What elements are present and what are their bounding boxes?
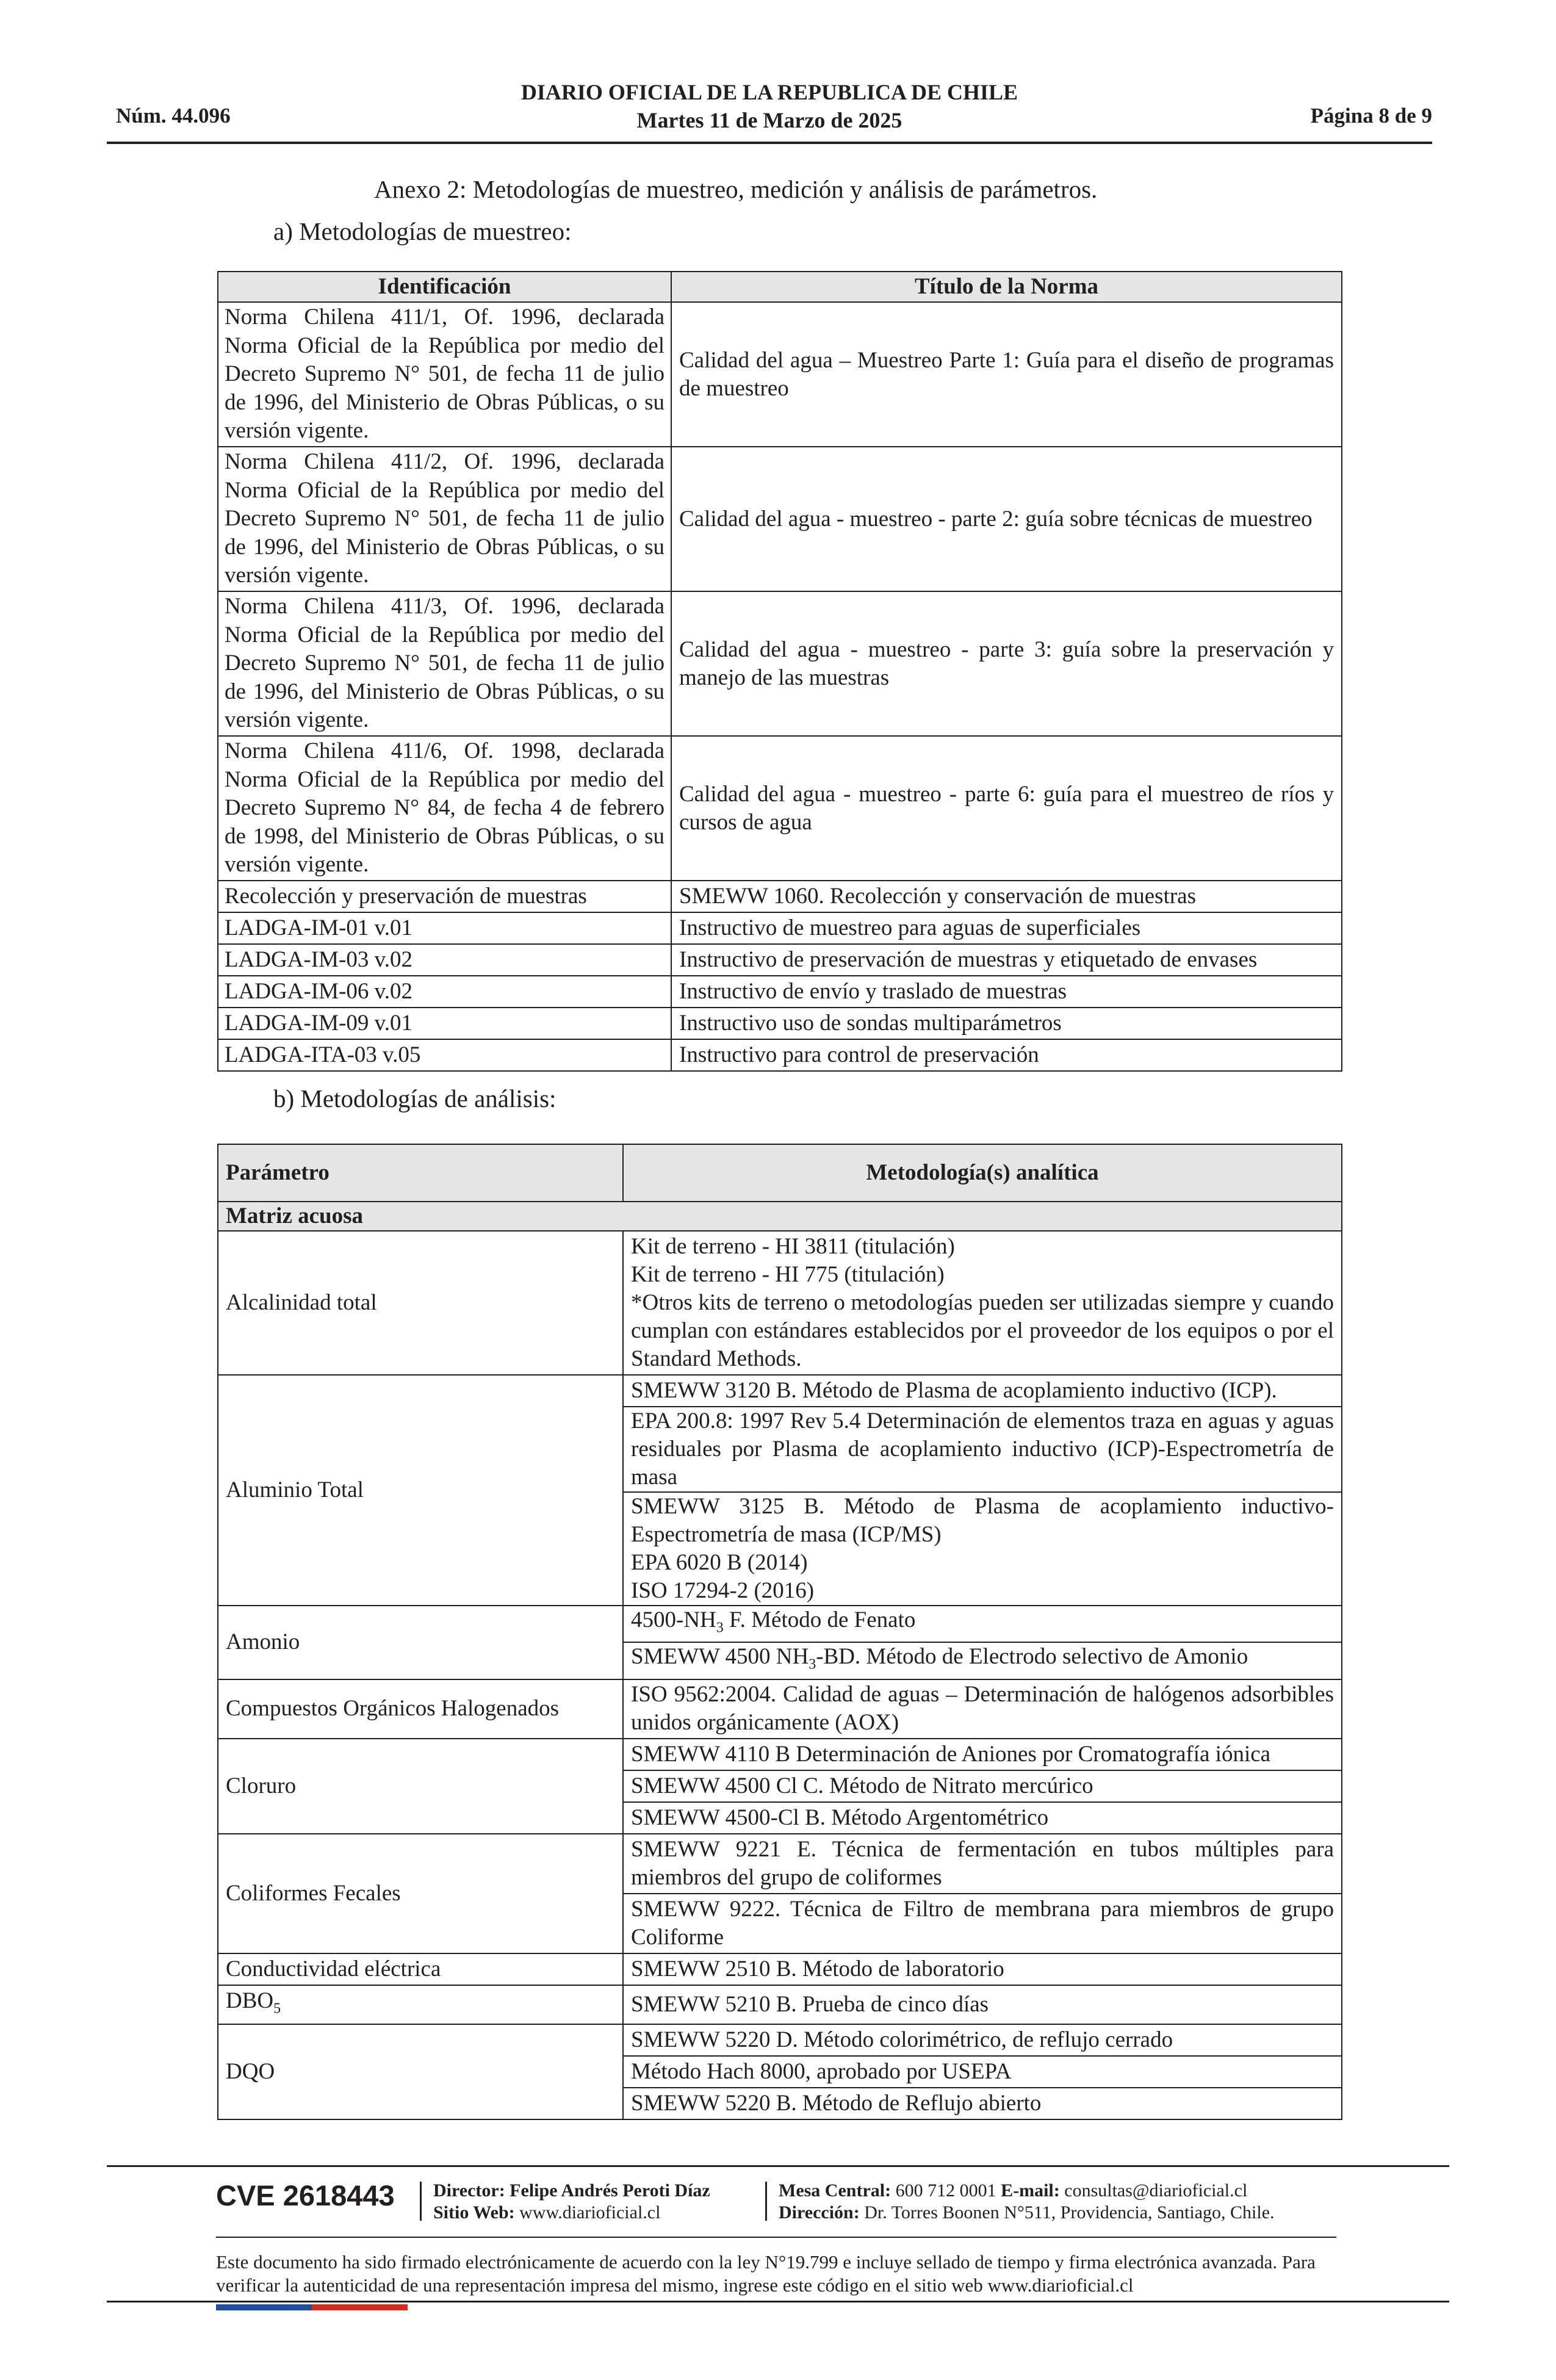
annex-title: Anexo 2: Metodologías de muestreo, medición y análisis de parámetros.: [374, 175, 1098, 203]
identificacion-cell: LADGA-ITA-03 v.05: [218, 1039, 671, 1071]
table-header-row: [218, 272, 1342, 302]
director-name: [433, 2180, 710, 2202]
titulo-cell: Calidad del agua - muestreo - parte 6: guía para el muestreo de ríos y cursos de agua: [671, 736, 1342, 881]
flag-stripe: [216, 2304, 408, 2310]
method-line: Kit de terreno - HI 3811 (titulación): [631, 1234, 955, 1259]
parameter-text: DBO: [226, 1988, 274, 2013]
table-header-row: [218, 1144, 1342, 1202]
cve-code: CVE 2618443: [216, 2179, 395, 2212]
method-text: -BD. Método de Electrodo selectivo de Amonio: [816, 1644, 1248, 1670]
table-row: [218, 1834, 1342, 1894]
footer-divider: [107, 2165, 1449, 2167]
table-row: [218, 736, 1342, 881]
page-header: [107, 78, 1432, 145]
method-line: SMEWW 3125 B. Método de Plasma de acoplamiento inductivo-Espectrometría de masa (ICP/MS): [631, 1494, 1334, 1547]
method-cell: SMEWW 4110 B Determinación de Aniones por Cromatografía iónica: [623, 1739, 1342, 1770]
method-line: Kit de terreno - HI 775 (titulación): [631, 1262, 945, 1287]
parameter-cell: Amonio: [218, 1606, 623, 1679]
parameter-cell: Coliformes Fecales: [218, 1834, 623, 1953]
column-header-parametro: Parámetro: [218, 1144, 623, 1202]
email-link[interactable]: consultas@diarioficial.cl: [1059, 2180, 1248, 2201]
footer-bottom-rule: [107, 2301, 1449, 2302]
table-row: [218, 881, 1342, 912]
director-label: Director: Felipe Andrés Peroti Díaz: [433, 2180, 710, 2201]
column-header-identificacion: Identificación: [218, 272, 671, 302]
parameter-cell: Conductividad eléctrica: [218, 1953, 623, 1985]
legal-notice: Este documento ha sido firmado electrónicamente de acuerdo con la ley N°19.799 e incluye sellado de tiempo y firma electrónica avanzada. Para verificar la autenticidad de una representación impresa del mismo, ingrese este código en el sitio web www.diarioficial.cl: [216, 2251, 1316, 2296]
parameter-cell: DQO: [218, 2024, 623, 2119]
website-line: [433, 2202, 710, 2224]
method-cell: SMEWW 5210 B. Prueba de cinco días: [623, 1985, 1342, 2024]
method-text: F. Método de Fenato: [723, 1607, 916, 1632]
titulo-cell: Instructivo de preservación de muestras y etiquetado de envases: [671, 944, 1342, 976]
sampling-methods-table: [217, 271, 1342, 1072]
table-row: [218, 912, 1342, 944]
parameter-cell: [218, 1985, 623, 2024]
method-cell: SMEWW 3120 B. Método de Plasma de acoplamiento inductivo (ICP).: [623, 1375, 1342, 1407]
parameter-cell: Compuestos Orgánicos Halogenados: [218, 1679, 623, 1739]
publication-title: [107, 78, 1432, 134]
section-b-heading: b) Metodologías de análisis:: [273, 1084, 556, 1112]
table-row: [218, 976, 1342, 1008]
phone-number: 600 712 0001: [891, 2180, 1001, 2201]
issue-number: Núm. 44.096: [116, 104, 231, 128]
address-text: Dr. Torres Boonen N°511, Providencia, Santiago, Chile.: [859, 2202, 1275, 2223]
table-row: [218, 1606, 1342, 1642]
footer-separator: [765, 2182, 767, 2221]
parameter-cell: Cloruro: [218, 1739, 623, 1834]
table-row: [218, 1231, 1342, 1375]
newspaper-name: DIARIO OFICIAL DE LA REPUBLICA DE CHILE: [520, 80, 1018, 104]
method-cell: ISO 9562:2004. Calidad de aguas – Determinación de halógenos adsorbibles unidos orgánicamente (AOX): [623, 1679, 1342, 1739]
identificacion-cell: LADGA-IM-06 v.02: [218, 976, 671, 1008]
table-row: [218, 2024, 1342, 2056]
table-row: [218, 1739, 1342, 1770]
titulo-cell: Instructivo para control de preservación: [671, 1039, 1342, 1071]
contact-info: [779, 2180, 1275, 2224]
method-cell: [623, 1492, 1342, 1606]
table-row: [218, 1679, 1342, 1739]
method-line: *Otros kits de terreno o metodologías pueden ser utilizadas siempre y cuando cumplan con estándares establecidos por el proveedor de los equipos o por el Standard Methods.: [631, 1290, 1334, 1371]
table-row: [218, 1375, 1342, 1407]
header-divider: [107, 142, 1432, 144]
page-indicator: Página 8 de 9: [1310, 104, 1432, 128]
method-line: ISO 17294-2 (2016): [631, 1578, 815, 1603]
method-cell: Método Hach 8000, aprobado por USEPA: [623, 2056, 1342, 2088]
column-header-metodologia: Metodología(s) analítica: [623, 1144, 1342, 1202]
method-cell: SMEWW 5220 B. Método de Reflujo abierto: [623, 2088, 1342, 2119]
identificacion-cell: LADGA-IM-03 v.02: [218, 944, 671, 976]
subscript: 3: [809, 1656, 816, 1673]
table-row: [218, 1985, 1342, 2024]
identificacion-cell: Norma Chilena 411/1, Of. 1996, declarada Norma Oficial de la República por medio del Decreto Supremo N° 501, de fecha 11 de julio de 1996, del Ministerio de Obras Públicas, o su versión vigente.: [218, 302, 671, 447]
table-row: [218, 944, 1342, 976]
titulo-cell: Calidad del agua - muestreo - parte 2: guía sobre técnicas de muestreo: [671, 447, 1342, 591]
titulo-cell: Calidad del agua - muestreo - parte 3: guía sobre la preservación y manejo de las muestras: [671, 591, 1342, 736]
footer-separator: [420, 2182, 422, 2221]
method-cell: SMEWW 9221 E. Técnica de fermentación en tubos múltiples para miembros del grupo de coliformes: [623, 1834, 1342, 1894]
method-cell: [623, 1231, 1342, 1375]
address-label: Dirección:: [779, 2202, 860, 2223]
method-text: SMEWW 4500 NH: [631, 1644, 809, 1670]
table-row: [218, 302, 1342, 447]
matrix-section-label: Matriz acuosa: [218, 1202, 1342, 1231]
method-cell: [623, 1606, 1342, 1642]
director-info: [433, 2180, 710, 2224]
email-label: E-mail:: [1001, 2180, 1060, 2201]
identificacion-cell: Norma Chilena 411/2, Of. 1996, declarada Norma Oficial de la República por medio del Decreto Supremo N° 501, de fecha 11 de julio de 1996, del Ministerio de Obras Públicas, o su versión vigente.: [218, 447, 671, 591]
table-row: [218, 1008, 1342, 1039]
identificacion-cell: Norma Chilena 411/6, Of. 1998, declarada Norma Oficial de la República por medio del Decreto Supremo N° 84, de fecha 4 de febrero de 1998, del Ministerio de Obras Públicas, o su versión vigente.: [218, 736, 671, 881]
issue-date: Martes 11 de Marzo de 2025: [636, 108, 902, 132]
method-cell: SMEWW 4500 Cl C. Método de Nitrato mercúrico: [623, 1770, 1342, 1802]
method-cell: EPA 200.8: 1997 Rev 5.4 Determinación de elementos traza en aguas y aguas residuales por Plasma de acoplamiento inductivo (ICP)-Espectrometría de masa: [623, 1407, 1342, 1492]
identificacion-cell: Recolección y preservación de muestras: [218, 881, 671, 912]
titulo-cell: Instructivo de muestreo para aguas de superficiales: [671, 912, 1342, 944]
identificacion-cell: Norma Chilena 411/3, Of. 1996, declarada Norma Oficial de la República por medio del Decreto Supremo N° 501, de fecha 11 de julio de 1996, del Ministerio de Obras Públicas, o su versión vigente.: [218, 591, 671, 736]
method-line: EPA 6020 B (2014): [631, 1550, 808, 1575]
flag-blue-segment: [216, 2304, 312, 2310]
subscript: 5: [273, 2000, 281, 2016]
column-header-titulo: Título de la Norma: [671, 272, 1342, 302]
flag-red-segment: [312, 2304, 408, 2310]
section-row: [218, 1202, 1342, 1231]
method-cell: SMEWW 5220 D. Método colorimétrico, de reflujo cerrado: [623, 2024, 1342, 2056]
parameter-cell: Alcalinidad total: [218, 1231, 623, 1375]
table-row: [218, 591, 1342, 736]
mesa-label: Mesa Central:: [779, 2180, 891, 2201]
website-label: Sitio Web:: [433, 2202, 515, 2223]
method-text: 4500-NH: [631, 1607, 716, 1632]
titulo-cell: Calidad del agua – Muestreo Parte 1: Guía para el diseño de programas de muestreo: [671, 302, 1342, 447]
method-cell: SMEWW 2510 B. Método de laboratorio: [623, 1953, 1342, 1985]
subscript: 3: [716, 1620, 724, 1636]
phone-email-line: [779, 2180, 1275, 2202]
parameter-cell: Aluminio Total: [218, 1375, 623, 1606]
table-row: [218, 1039, 1342, 1071]
footer-divider-inner: [216, 2237, 1336, 2238]
address-line: [779, 2202, 1275, 2224]
method-cell: [623, 1642, 1342, 1679]
identificacion-cell: LADGA-IM-09 v.01: [218, 1008, 671, 1039]
analysis-methods-table: [217, 1144, 1342, 2120]
titulo-cell: SMEWW 1060. Recolección y conservación de muestras: [671, 881, 1342, 912]
table-row: [218, 1953, 1342, 1985]
method-cell: SMEWW 4500-Cl B. Método Argentométrico: [623, 1802, 1342, 1834]
identificacion-cell: LADGA-IM-01 v.01: [218, 912, 671, 944]
table-row: [218, 447, 1342, 591]
website-link[interactable]: www.diarioficial.cl: [514, 2202, 661, 2223]
titulo-cell: Instructivo de envío y traslado de muestras: [671, 976, 1342, 1008]
section-a-heading: a) Metodologías de muestreo:: [273, 217, 572, 245]
titulo-cell: Instructivo uso de sondas multiparámetros: [671, 1008, 1342, 1039]
method-cell: SMEWW 9222. Técnica de Filtro de membrana para miembros de grupo Coliforme: [623, 1894, 1342, 1953]
